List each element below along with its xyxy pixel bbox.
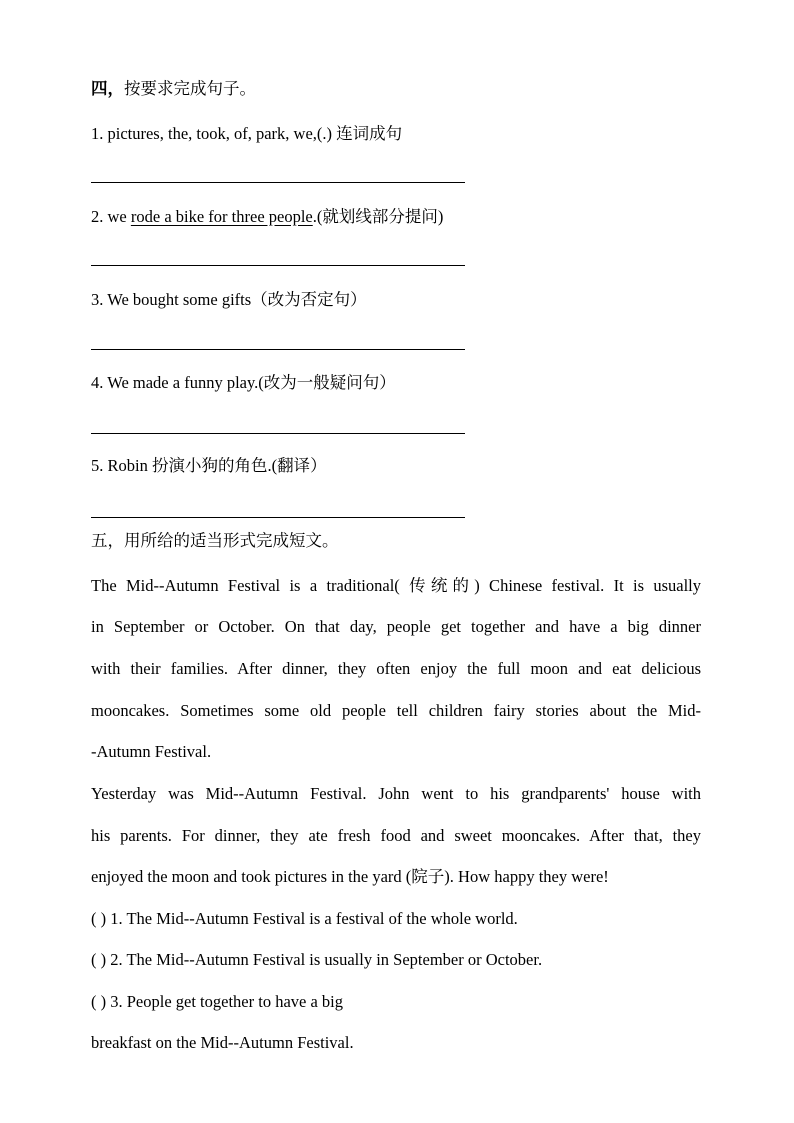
answer-line-1[interactable] (91, 182, 465, 183)
answer-line-3[interactable] (91, 349, 465, 350)
passage-line: in September or October. On that day, people get together and have a big dinner (91, 617, 701, 636)
question-5: 5. Robin 扮演小狗的角色.(翻译） (91, 456, 327, 475)
question-2-suffix: .(就划线部分提问) (312, 207, 444, 226)
true-false-item-3-continued: breakfast on the Mid--Autumn Festival. (91, 1033, 354, 1052)
section-5-heading: 五，用所给的适当形式完成短文。 (91, 531, 339, 550)
answer-line-5[interactable] (91, 517, 465, 518)
true-false-item-2[interactable]: ( ) 2. The Mid--Autumn Festival is usually in September or October. (91, 950, 543, 969)
answer-line-2[interactable] (91, 265, 465, 266)
question-2 (91, 206, 443, 228)
passage-line: The Mid--Autumn Festival is a traditional( 传统的) Chinese festival. It is usually (91, 576, 701, 595)
question-3: 3. We bought some gifts（改为否定句） (91, 290, 367, 309)
question-1: 1. pictures, the, took, of, park, we,(.) 连词成句 (91, 124, 403, 143)
section-4-title: 按要求完成句子。 (124, 79, 256, 98)
passage-line: -Autumn Festival. (91, 742, 212, 761)
true-false-item-3[interactable]: ( ) 3. People get together to have a big (91, 992, 344, 1011)
passage-line: enjoyed the moon and took pictures in the yard (院子). How happy they were! (91, 867, 609, 886)
section-4-number: 四， (91, 79, 124, 98)
question-4: 4. We made a funny play.(改为一般疑问句） (91, 373, 396, 392)
question-2-underlined: rode a bike for three people (130, 207, 313, 226)
question-2-prefix: 2. we (91, 207, 131, 226)
passage-line: mooncakes. Sometimes some old people tell children fairy stories about the Mid- (91, 701, 701, 720)
passage-line: with their families. After dinner, they often enjoy the full moon and eat delicious (91, 659, 701, 678)
section-4-heading (91, 78, 256, 100)
passage-line: his parents. For dinner, they ate fresh food and sweet mooncakes. After that, they (91, 826, 701, 845)
answer-line-4[interactable] (91, 433, 465, 434)
true-false-item-1[interactable]: ( ) 1. The Mid--Autumn Festival is a festival of the whole world. (91, 909, 518, 928)
passage-line: Yesterday was Mid--Autumn Festival. John went to his grandparents' house with (91, 784, 701, 803)
